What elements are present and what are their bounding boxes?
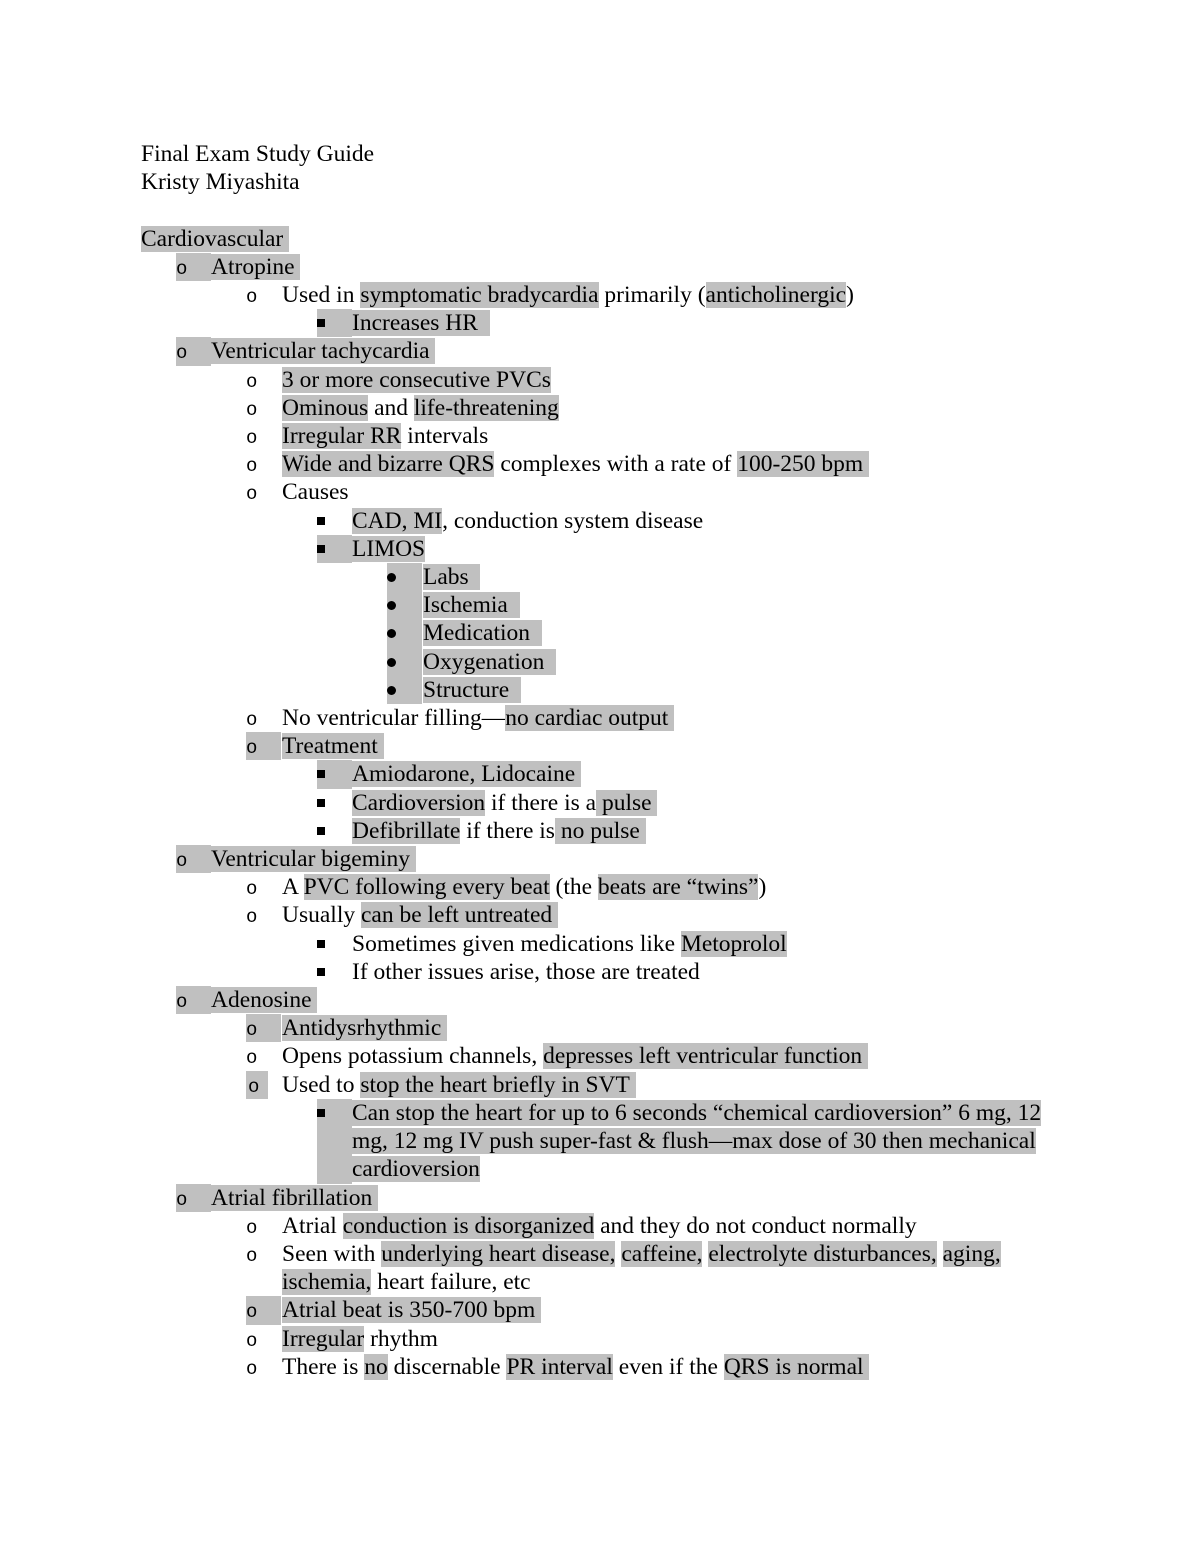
bullet-glyph-shape: o: [246, 1047, 258, 1070]
text-run: primarily (: [598, 282, 706, 308]
text-run: ): [758, 874, 767, 901]
bullet-glyph: [387, 620, 396, 646]
bullet-glyph: [246, 902, 257, 928]
highlighted-text-run: caffeine,: [621, 1240, 703, 1267]
outline-item: [141, 1014, 1059, 1042]
circle-bullet-icon: [246, 394, 281, 422]
bullet-glyph: [317, 310, 325, 336]
outline-item: [141, 873, 1059, 901]
text-run: rhythm: [364, 1325, 438, 1352]
outline-item: [141, 478, 1059, 506]
square-bullet-icon: [317, 507, 352, 535]
text-run: [937, 1241, 943, 1267]
bullet-glyph-shape: o: [246, 1019, 258, 1042]
bullet-glyph: [176, 338, 187, 364]
square-bullet-icon: [317, 760, 352, 788]
highlighted-text-run: Oxygenation: [423, 648, 557, 675]
square-bullet-icon: [317, 958, 352, 986]
highlighted-text-run: no cardiac output: [505, 705, 675, 732]
bullet-glyph-shape: o: [248, 1075, 260, 1098]
bullet-glyph: [176, 254, 187, 280]
circle-bullet-icon: [246, 366, 281, 394]
outline-item: [141, 535, 1059, 563]
outline-item: [141, 1042, 1059, 1070]
bullet-glyph: [176, 1185, 187, 1211]
outline-item: [141, 958, 1059, 986]
bullet-glyph-shape: [317, 940, 325, 948]
outline-item: [141, 309, 1059, 337]
text-run: intervals: [401, 423, 489, 450]
bullet-glyph-shape: [317, 968, 325, 976]
outline-item: [141, 1325, 1059, 1353]
bullet-glyph-shape: o: [246, 1301, 258, 1324]
outline-item: [141, 422, 1059, 450]
bullet-glyph-shape: o: [176, 850, 188, 873]
bullet-glyph: [387, 649, 396, 675]
text-run: and they do not conduct normally: [594, 1212, 917, 1239]
bullet-glyph-shape: [317, 517, 325, 525]
outline-item: [141, 986, 1059, 1014]
outline-item: [141, 1353, 1059, 1381]
circle-bullet-icon: [246, 450, 281, 478]
bullet-glyph-shape: o: [246, 286, 258, 308]
highlighted-text-run: Treatment: [282, 733, 384, 760]
square-bullet-icon: [317, 535, 352, 563]
square-bullet-icon: [317, 817, 352, 845]
bullet-glyph: [317, 536, 325, 562]
outline-item: [141, 817, 1059, 845]
circle-bullet-icon: [176, 253, 211, 281]
bullet-glyph-shape: [317, 545, 325, 553]
circle-bullet-icon: [246, 1240, 281, 1296]
highlighted-text-run: ischemia,: [282, 1269, 372, 1296]
circle-bullet-icon: [246, 1296, 281, 1324]
bullet-glyph-shape: o: [176, 1188, 188, 1211]
bullet-glyph: [317, 931, 325, 957]
circle-bullet-icon: [176, 337, 211, 365]
highlighted-text-run: symptomatic bradycardia: [360, 282, 599, 308]
square-bullet-icon: [317, 1099, 352, 1184]
highlighted-text-run: CAD, MI: [352, 507, 443, 534]
highlighted-text-run: Metoprolol: [680, 930, 787, 957]
highlighted-text-run: no pulse: [554, 817, 646, 844]
bullet-glyph: [246, 1015, 257, 1041]
highlighted-text-run: Medication: [423, 620, 542, 647]
outline-item: [141, 450, 1059, 478]
text-run: Seen with: [282, 1240, 382, 1267]
highlighted-text-run: Ominous: [282, 394, 369, 421]
highlighted-text-run: Ischemia: [423, 592, 520, 619]
highlighted-text-run: Antidysrhythmic: [282, 1015, 448, 1042]
square-bullet-icon: [317, 309, 352, 337]
highlighted-text-run: Irregular: [282, 1325, 365, 1352]
bullet-glyph: [246, 1043, 257, 1069]
bullet-glyph-shape: o: [246, 1244, 258, 1267]
highlighted-text-run: 100-250 bpm: [737, 451, 870, 478]
outline-item: [141, 1184, 1059, 1212]
text-run: There is: [282, 1353, 365, 1380]
bullet-glyph: [387, 677, 396, 703]
circle-bullet-icon: [246, 1353, 281, 1381]
highlighted-text-run: Atropine: [211, 253, 301, 280]
highlighted-text-run: Cardioversion: [352, 789, 486, 816]
bullet-glyph-shape: o: [246, 737, 258, 760]
text-run: Usually: [282, 902, 361, 929]
highlighted-text-run: anticholinergic: [705, 282, 847, 308]
bullet-glyph-shape: [387, 629, 396, 638]
circle-bullet-icon: [246, 732, 281, 760]
document-body: [141, 140, 1059, 1381]
outline-item: [141, 225, 1059, 253]
dot-bullet-icon: [387, 619, 422, 647]
highlighted-text-run: Atrial beat is 350-700 bpm: [282, 1297, 542, 1324]
bullet-glyph: [387, 592, 396, 618]
bullet-glyph: [246, 1213, 257, 1239]
circle-bullet-icon: [246, 281, 281, 309]
highlighted-text-run: Cardiovascular: [141, 225, 290, 252]
bullet-glyph-shape: o: [246, 455, 258, 478]
bullet-glyph-shape: o: [246, 483, 258, 506]
text-run: heart failure, etc: [371, 1269, 531, 1296]
highlighted-text-run: Can stop the heart for up to 6 seconds “chemical cardioversion” 6 mg, 12 mg, 12 mg IV push super-fast & flush—max dose of 30 then mechanical cardioversion: [352, 1099, 1042, 1183]
highlighted-text-run: Wide and bizarre QRS: [282, 451, 495, 478]
circle-bullet-icon: [246, 1325, 281, 1353]
bullet-glyph-shape: o: [246, 906, 258, 929]
outline-item: [141, 507, 1059, 535]
highlighted-text-run: Ventricular tachycardia: [211, 338, 436, 365]
bullet-glyph: [246, 282, 257, 308]
outline-item: [141, 1296, 1059, 1324]
outline-item: [141, 901, 1059, 929]
highlighted-text-run: depresses left ventricular function: [543, 1043, 869, 1070]
bullet-glyph: [176, 846, 187, 872]
bullet-glyph-shape: o: [246, 427, 258, 450]
outline-list: [141, 225, 1059, 1381]
dot-bullet-icon: [387, 648, 422, 676]
highlighted-text-run: 3 or more consecutive PVCs: [282, 366, 551, 393]
text-run: A: [282, 874, 304, 901]
bullet-glyph: [246, 874, 257, 900]
circle-bullet-icon: [176, 1184, 211, 1212]
bullet-glyph: [246, 1071, 268, 1099]
text-run: Atrial: [282, 1212, 343, 1239]
outline-item: [141, 789, 1059, 817]
bullet-glyph-shape: [387, 601, 396, 610]
outline-item: [141, 366, 1059, 394]
bullet-glyph-shape: o: [176, 342, 188, 365]
bullet-glyph: [246, 1326, 257, 1352]
text-run: Used in: [282, 282, 361, 308]
bullet-glyph-shape: o: [176, 991, 188, 1014]
bullet-glyph: [246, 423, 257, 449]
bullet-glyph-shape: o: [246, 370, 258, 393]
highlighted-text-run: aging,: [942, 1240, 1001, 1267]
text-run: If other issues arise, those are treated: [352, 958, 700, 985]
outline-item: [141, 1212, 1059, 1240]
highlighted-text-run: conduction is disorganized: [342, 1212, 595, 1239]
circle-bullet-icon: [246, 873, 281, 901]
bullet-glyph: [246, 395, 257, 421]
highlighted-text-run: Atrial fibrillation: [211, 1184, 379, 1211]
bullet-glyph: [246, 1241, 257, 1267]
outline-item: [141, 760, 1059, 788]
outline-item: [141, 563, 1059, 591]
outline-item: [141, 1240, 1059, 1296]
bullet-glyph: [246, 1297, 257, 1323]
circle-bullet-icon: [176, 986, 211, 1014]
bullet-glyph: [246, 733, 257, 759]
circle-bullet-icon: [176, 845, 211, 873]
bullet-glyph: [246, 451, 257, 477]
bullet-glyph-shape: [387, 686, 396, 695]
text-run: if there is: [460, 817, 555, 844]
outline-item: [141, 845, 1059, 873]
bullet-glyph: [317, 761, 325, 787]
highlighted-text-run: PR interval: [506, 1353, 613, 1380]
highlighted-text-run: no: [364, 1353, 388, 1380]
highlighted-text-run: Labs: [423, 564, 481, 591]
bullet-glyph-shape: [317, 827, 325, 835]
circle-bullet-icon: [246, 478, 281, 506]
bullet-glyph-shape: [317, 319, 325, 327]
highlighted-text-run: PVC following every beat: [303, 874, 550, 901]
text-run: discernable: [387, 1353, 507, 1380]
text-run: even if the: [612, 1353, 724, 1380]
text-run: Used to: [282, 1071, 361, 1098]
text-run: Causes: [282, 479, 349, 506]
outline-item: [141, 394, 1059, 422]
bullet-glyph: [387, 564, 396, 590]
highlighted-text-run: LIMOS: [352, 535, 426, 562]
bullet-glyph-shape: [317, 799, 325, 807]
highlighted-text-run: Defibrillate: [352, 817, 461, 844]
outline-item: [141, 253, 1059, 281]
highlighted-text-run: Irregular RR: [282, 423, 402, 450]
circle-bullet-icon: [246, 1212, 281, 1240]
document-header: [141, 140, 1059, 196]
circle-bullet-icon: [246, 704, 281, 732]
doc-title: Final Exam Study Guide: [141, 141, 375, 167]
outline-item: [141, 704, 1059, 732]
bullet-glyph: [317, 790, 325, 816]
bullet-glyph-shape: o: [246, 1329, 258, 1352]
bullet-glyph: [246, 705, 257, 731]
text-run: No ventricular filling—: [282, 705, 506, 732]
outline-item: [141, 619, 1059, 647]
highlighted-text-run: underlying heart disease,: [381, 1240, 616, 1267]
text-run: (the: [549, 874, 598, 901]
circle-bullet-icon: [246, 1042, 281, 1070]
bullet-glyph-shape: [387, 658, 396, 667]
bullet-glyph-shape: o: [246, 709, 258, 732]
bullet-glyph-shape: o: [246, 878, 258, 901]
bullet-glyph: [317, 818, 325, 844]
bullet-glyph-shape: [317, 770, 325, 778]
highlighted-text-run: Amiodarone, Lidocaine: [352, 761, 582, 788]
outline-item: [141, 281, 1059, 309]
outline-item: [141, 1071, 1059, 1099]
bullet-glyph-shape: [317, 1109, 325, 1117]
highlighted-text-run: QRS is normal: [723, 1353, 870, 1380]
dot-bullet-icon: [387, 591, 422, 619]
outline-item: [141, 591, 1059, 619]
square-bullet-icon: [317, 789, 352, 817]
outline-item: [141, 1099, 1059, 1184]
highlighted-text-run: Structure: [423, 676, 521, 703]
highlighted-text-run: beats are “twins”: [597, 874, 759, 901]
outline-item: [141, 337, 1059, 365]
outline-item: [141, 648, 1059, 676]
circle-bullet-icon: [246, 1071, 281, 1099]
bullet-glyph: [176, 987, 187, 1013]
bullet-glyph: [317, 959, 325, 985]
bullet-glyph-shape: o: [176, 257, 188, 280]
outline-item: [141, 732, 1059, 760]
circle-bullet-icon: [246, 1014, 281, 1042]
text-run: ): [846, 282, 854, 308]
outline-item: [141, 930, 1059, 958]
circle-bullet-icon: [246, 422, 281, 450]
dot-bullet-icon: [387, 563, 422, 591]
text-run: Sometimes given medications like: [352, 930, 681, 957]
outline-item: [141, 676, 1059, 704]
highlighted-text-run: pulse: [596, 789, 658, 816]
highlighted-text-run: life-threatening: [413, 394, 559, 421]
doc-author: Kristy Miyashita: [141, 169, 300, 196]
bullet-glyph-shape: [387, 573, 396, 582]
highlighted-text-run: Increases HR: [352, 310, 490, 337]
highlighted-text-run: stop the heart briefly in SVT: [360, 1071, 636, 1098]
text-run: if there is a: [485, 789, 597, 816]
bullet-glyph-shape: o: [246, 1216, 258, 1239]
dot-bullet-icon: [387, 676, 422, 704]
text-run: , conduction system disease: [442, 507, 704, 534]
highlighted-text-run: Ventricular bigeminy: [211, 846, 416, 873]
highlighted-text-run: Adenosine: [211, 987, 318, 1014]
bullet-glyph: [246, 367, 257, 393]
bullet-glyph: [246, 1354, 257, 1380]
text-run: complexes with a rate of: [494, 451, 738, 478]
bullet-glyph: [246, 479, 257, 505]
highlighted-text-run: electrolyte disturbances,: [708, 1240, 937, 1267]
text-run: and: [368, 394, 414, 421]
bullet-glyph-shape: o: [246, 1357, 258, 1380]
circle-bullet-icon: [246, 901, 281, 929]
bullet-glyph: [317, 508, 325, 534]
bullet-glyph-shape: o: [246, 398, 258, 421]
square-bullet-icon: [317, 930, 352, 958]
highlighted-text-run: can be left untreated: [360, 902, 559, 929]
text-run: Opens potassium channels,: [282, 1043, 544, 1070]
bullet-glyph: [317, 1100, 325, 1126]
